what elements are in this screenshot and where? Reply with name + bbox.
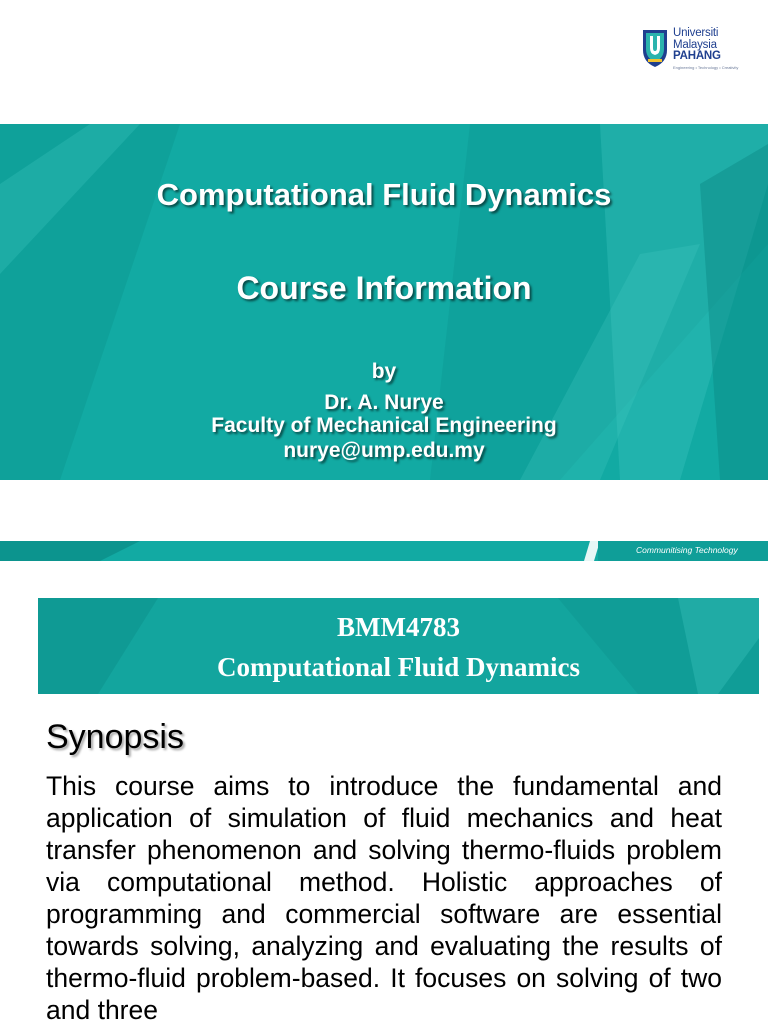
course-header-banner	[38, 598, 759, 694]
logo-line-pahang: PAHANG	[673, 50, 721, 62]
logo-line-malaysia: Malaysia	[673, 38, 717, 51]
university-logo	[641, 28, 741, 72]
ump-shield-logo-icon	[641, 28, 669, 68]
footer-tagline: Communitising Technology	[636, 545, 738, 555]
synopsis-heading: Synopsis	[46, 718, 184, 756]
author-email: nurye@ump.edu.my	[283, 439, 485, 462]
logo-line-universiti: Universiti	[673, 27, 719, 39]
faculty-name: Faculty of Mechanical Engineering	[211, 414, 557, 437]
course-code: BMM4783	[337, 612, 460, 642]
author-name: Dr. A. Nurye	[324, 391, 444, 414]
by-label: by	[371, 360, 397, 383]
title-banner	[0, 124, 768, 480]
slide-footer-bar	[0, 541, 768, 561]
course-title: Computational Fluid Dynamics	[156, 177, 612, 212]
synopsis-text: This course aims to introduce the fundamental and application of simulation of fluid mechanics and heat transfer phenomenon and solving thermo-fluids problem via computational method. Holistic approaches of programming and commercial software are essential towards solving, analyzing and evaluating the results of thermo-fluid problem-based. It focuses on solving of two and three	[46, 771, 722, 1024]
course-subtitle: Course Information	[236, 270, 532, 306]
course-name: Computational Fluid Dynamics	[216, 652, 581, 682]
logo-text	[673, 28, 738, 70]
logo-tagline: Engineering • Technology • Creativity	[673, 64, 739, 70]
